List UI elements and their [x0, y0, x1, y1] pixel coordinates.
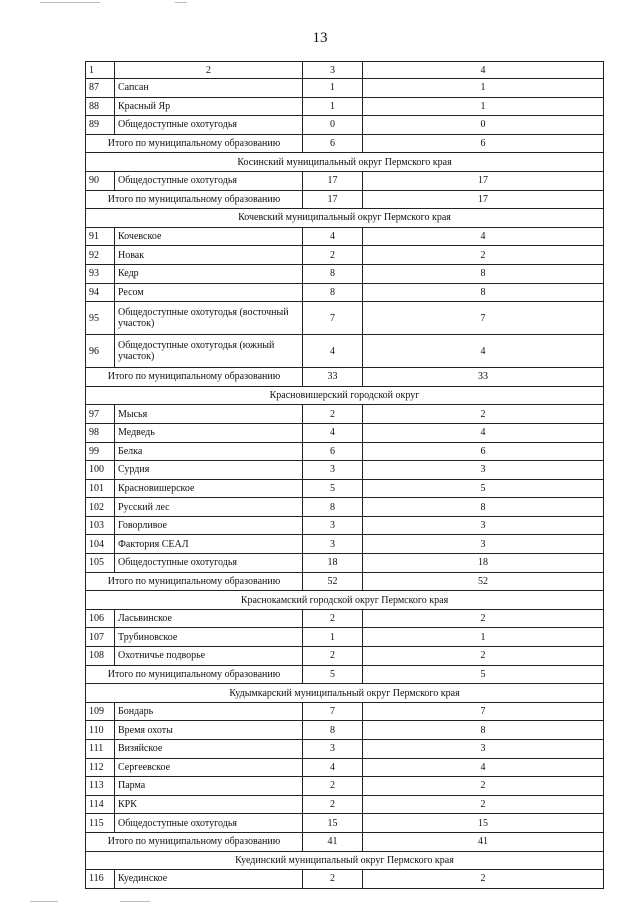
table-row	[86, 814, 604, 833]
table-row	[86, 264, 604, 283]
page-number: 13	[312, 30, 328, 46]
row-number: 113	[86, 777, 115, 796]
total-value-col3: 17	[303, 190, 363, 209]
value-col4: 1	[363, 79, 604, 98]
row-number: 88	[86, 97, 115, 116]
value-col3: 1	[303, 628, 363, 647]
table-header-row	[86, 62, 604, 79]
value-col3: 8	[303, 721, 363, 740]
table-row	[86, 479, 604, 498]
value-col3: 2	[303, 246, 363, 265]
value-col3: 2	[303, 777, 363, 796]
total-value-col3: 52	[303, 572, 363, 591]
total-value-col4: 52	[363, 572, 604, 591]
value-col4: 2	[363, 647, 604, 666]
row-number: 104	[86, 535, 115, 554]
value-col4: 1	[363, 628, 604, 647]
table-row	[86, 795, 604, 814]
table-row	[86, 97, 604, 116]
value-col4: 17	[363, 171, 604, 190]
row-number: 100	[86, 461, 115, 480]
table-row	[86, 442, 604, 461]
row-number: 91	[86, 227, 115, 246]
total-value-col4: 41	[363, 832, 604, 851]
hunting-ground-name: Визяйское	[115, 740, 303, 759]
row-number: 98	[86, 423, 115, 442]
table-row	[86, 498, 604, 517]
section-heading-row	[86, 209, 604, 228]
value-col3: 3	[303, 740, 363, 759]
scan-mark-bottom-mid	[120, 901, 150, 902]
value-col3: 4	[303, 758, 363, 777]
row-number: 112	[86, 758, 115, 777]
total-label: Итого по муниципальному образованию	[86, 190, 303, 209]
hunting-ground-name: Кочевское	[115, 227, 303, 246]
value-col4: 2	[363, 609, 604, 628]
table-body	[86, 62, 604, 889]
table-row	[86, 535, 604, 554]
hunting-ground-name: Говорливое	[115, 516, 303, 535]
row-number: 93	[86, 264, 115, 283]
row-number: 95	[86, 302, 115, 335]
value-col3: 1	[303, 79, 363, 98]
header-col-3: 3	[303, 62, 363, 79]
hunting-ground-name: Красный Яр	[115, 97, 303, 116]
hunting-ground-name: Куединское	[115, 870, 303, 889]
section-title: Косинский муниципальный округ Пермского края	[86, 153, 604, 172]
table-row	[86, 283, 604, 302]
hunting-ground-name: Общедоступные охотугодья (восточный участок)	[115, 302, 303, 335]
row-number: 115	[86, 814, 115, 833]
value-col4: 3	[363, 740, 604, 759]
value-col4: 4	[363, 758, 604, 777]
value-col3: 2	[303, 609, 363, 628]
value-col3: 3	[303, 461, 363, 480]
value-col3: 2	[303, 647, 363, 666]
value-col4: 1	[363, 97, 604, 116]
value-col3: 2	[303, 795, 363, 814]
table-row	[86, 609, 604, 628]
total-row	[86, 134, 604, 153]
total-value-col3: 41	[303, 832, 363, 851]
table-row	[86, 721, 604, 740]
table-row	[86, 461, 604, 480]
scan-mark-bottom-left	[30, 901, 58, 902]
table-row	[86, 777, 604, 796]
row-number: 97	[86, 405, 115, 424]
hunting-ground-name: Сергеевское	[115, 758, 303, 777]
hunting-ground-name: Белка	[115, 442, 303, 461]
scan-mark-top-left	[40, 2, 100, 3]
value-col3: 5	[303, 479, 363, 498]
hunting-ground-name: Парма	[115, 777, 303, 796]
table-row	[86, 246, 604, 265]
row-number: 89	[86, 116, 115, 135]
section-heading-row	[86, 591, 604, 610]
value-col3: 7	[303, 302, 363, 335]
section-title: Кочевский муниципальный округ Пермского края	[86, 209, 604, 228]
total-row	[86, 572, 604, 591]
value-col3: 8	[303, 498, 363, 517]
hunting-ground-name: Кедр	[115, 264, 303, 283]
hunting-ground-name: Фактория СЕАЛ	[115, 535, 303, 554]
value-col3: 4	[303, 335, 363, 368]
table-row	[86, 516, 604, 535]
total-row	[86, 368, 604, 387]
value-col4: 18	[363, 554, 604, 573]
hunting-ground-name: Общедоступные охотугодья (южный участок)	[115, 335, 303, 368]
table-row	[86, 740, 604, 759]
hunting-ground-name: Ресом	[115, 283, 303, 302]
value-col4: 4	[363, 227, 604, 246]
hunting-ground-name: Медведь	[115, 423, 303, 442]
hunting-ground-name: Общедоступные охотугодья	[115, 814, 303, 833]
section-title: Куединский муниципальный округ Пермского края	[86, 851, 604, 870]
value-col3: 18	[303, 554, 363, 573]
total-value-col3: 33	[303, 368, 363, 387]
row-number: 109	[86, 702, 115, 721]
header-col-4: 4	[363, 62, 604, 79]
row-number: 94	[86, 283, 115, 302]
table-row	[86, 116, 604, 135]
hunting-ground-name: Новак	[115, 246, 303, 265]
value-col3: 8	[303, 264, 363, 283]
value-col4: 3	[363, 461, 604, 480]
value-col4: 2	[363, 795, 604, 814]
total-value-col3: 6	[303, 134, 363, 153]
table-row	[86, 79, 604, 98]
total-value-col4: 5	[363, 665, 604, 684]
value-col3: 8	[303, 283, 363, 302]
row-number: 101	[86, 479, 115, 498]
value-col4: 3	[363, 535, 604, 554]
value-col4: 5	[363, 479, 604, 498]
value-col3: 6	[303, 442, 363, 461]
value-col3: 7	[303, 702, 363, 721]
value-col4: 2	[363, 246, 604, 265]
hunting-ground-name: Русский лес	[115, 498, 303, 517]
value-col3: 0	[303, 116, 363, 135]
table-row	[86, 870, 604, 889]
hunting-ground-name: Охотничье подворье	[115, 647, 303, 666]
table-row	[86, 647, 604, 666]
section-title: Краснокамский городской округ Пермского края	[86, 591, 604, 610]
value-col3: 2	[303, 405, 363, 424]
hunting-ground-name: КРК	[115, 795, 303, 814]
total-label: Итого по муниципальному образованию	[86, 665, 303, 684]
row-number: 111	[86, 740, 115, 759]
table-row	[86, 335, 604, 368]
value-col4: 8	[363, 283, 604, 302]
row-number: 96	[86, 335, 115, 368]
value-col4: 4	[363, 335, 604, 368]
table-row	[86, 554, 604, 573]
row-number: 106	[86, 609, 115, 628]
value-col3: 15	[303, 814, 363, 833]
scan-mark-top-right	[175, 2, 187, 3]
total-value-col4: 33	[363, 368, 604, 387]
hunting-ground-name: Общедоступные охотугодья	[115, 171, 303, 190]
table-row	[86, 302, 604, 335]
row-number: 87	[86, 79, 115, 98]
value-col4: 0	[363, 116, 604, 135]
section-title: Красновишерский городской округ	[86, 386, 604, 405]
total-label: Итого по муниципальному образованию	[86, 832, 303, 851]
value-col4: 3	[363, 516, 604, 535]
row-number: 99	[86, 442, 115, 461]
row-number: 90	[86, 171, 115, 190]
table-row	[86, 405, 604, 424]
hunting-ground-name: Общедоступные охотугодья	[115, 554, 303, 573]
total-value-col3: 5	[303, 665, 363, 684]
total-label: Итого по муниципальному образованию	[86, 134, 303, 153]
value-col4: 15	[363, 814, 604, 833]
total-value-col4: 6	[363, 134, 604, 153]
value-col3: 2	[303, 870, 363, 889]
value-col3: 17	[303, 171, 363, 190]
table-row	[86, 628, 604, 647]
hunting-ground-name: Время охоты	[115, 721, 303, 740]
section-title: Кудымкарский муниципальный округ Пермского края	[86, 684, 604, 703]
table-row	[86, 171, 604, 190]
section-heading-row	[86, 684, 604, 703]
row-number: 116	[86, 870, 115, 889]
total-row	[86, 832, 604, 851]
row-number: 108	[86, 647, 115, 666]
value-col4: 7	[363, 302, 604, 335]
header-col-2: 2	[115, 62, 303, 79]
total-row	[86, 665, 604, 684]
hunting-ground-name: Ласьвинское	[115, 609, 303, 628]
hunting-ground-name: Бондарь	[115, 702, 303, 721]
value-col4: 8	[363, 721, 604, 740]
table-row	[86, 423, 604, 442]
row-number: 92	[86, 246, 115, 265]
hunting-ground-name: Мысья	[115, 405, 303, 424]
value-col3: 1	[303, 97, 363, 116]
value-col3: 4	[303, 423, 363, 442]
section-heading-row	[86, 851, 604, 870]
value-col3: 3	[303, 535, 363, 554]
hunting-ground-name: Сапсан	[115, 79, 303, 98]
hunting-ground-name: Общедоступные охотугодья	[115, 116, 303, 135]
row-number: 110	[86, 721, 115, 740]
value-col3: 3	[303, 516, 363, 535]
hunting-ground-name: Красновишерское	[115, 479, 303, 498]
row-number: 105	[86, 554, 115, 573]
row-number: 103	[86, 516, 115, 535]
total-value-col4: 17	[363, 190, 604, 209]
table-row	[86, 227, 604, 246]
table-row	[86, 758, 604, 777]
header-col-1: 1	[86, 62, 115, 79]
row-number: 114	[86, 795, 115, 814]
value-col4: 2	[363, 405, 604, 424]
row-number: 102	[86, 498, 115, 517]
value-col4: 6	[363, 442, 604, 461]
section-heading-row	[86, 386, 604, 405]
row-number: 107	[86, 628, 115, 647]
value-col4: 2	[363, 870, 604, 889]
section-heading-row	[86, 153, 604, 172]
value-col3: 4	[303, 227, 363, 246]
value-col4: 8	[363, 498, 604, 517]
total-row	[86, 190, 604, 209]
total-label: Итого по муниципальному образованию	[86, 368, 303, 387]
hunting-ground-name: Трубиновское	[115, 628, 303, 647]
hunting-ground-name: Сурдия	[115, 461, 303, 480]
value-col4: 8	[363, 264, 604, 283]
total-label: Итого по муниципальному образованию	[86, 572, 303, 591]
hunting-grounds-table	[85, 61, 604, 889]
value-col4: 2	[363, 777, 604, 796]
value-col4: 4	[363, 423, 604, 442]
table-row	[86, 702, 604, 721]
value-col4: 7	[363, 702, 604, 721]
